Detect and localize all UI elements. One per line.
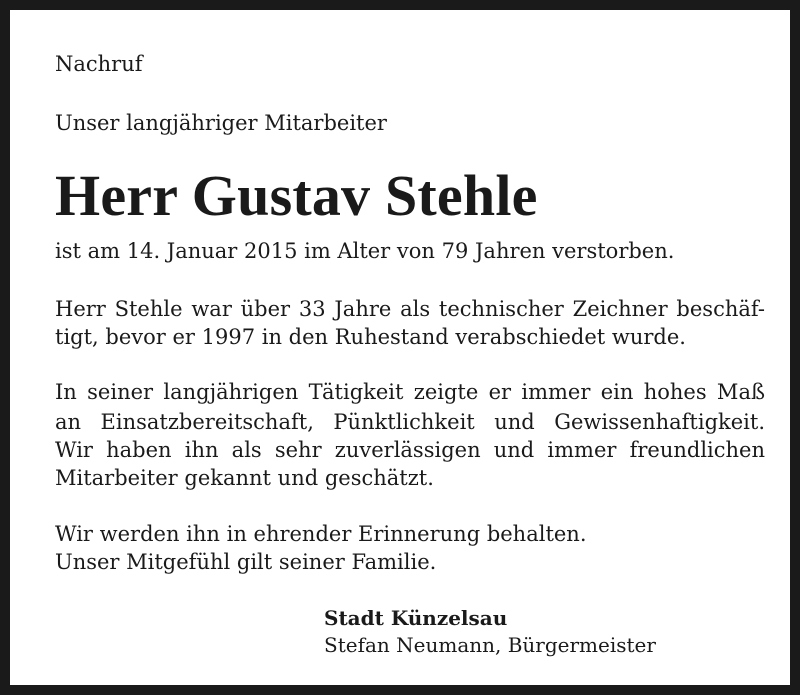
notice-intro: Unser langjähriger Mitarbeiter xyxy=(55,111,387,135)
paragraph-2-line: Wir haben ihn als sehr zuverlässigen und immer freundlichen xyxy=(55,438,765,462)
paragraph-3-line: Unser Mitgefühl gilt seiner Familie. xyxy=(55,550,437,574)
paragraph-1-line: Herr Stehle war über 33 Jahre als technischer Zeichner beschäf- xyxy=(55,297,765,321)
paragraph-3-line: Wir werden ihn in ehrender Erinnerung behalten. xyxy=(55,522,587,546)
signature-person: Stefan Neumann, Bürgermeister xyxy=(324,633,656,657)
paragraph-1-line: tigt, bevor er 1997 in den Ruhestand verabschiedet wurde. xyxy=(55,325,686,349)
death-line: ist am 14. Januar 2015 im Alter von 79 Jahren verstorben. xyxy=(55,239,675,263)
signature-organization: Stadt Künzelsau xyxy=(324,606,508,630)
paragraph-2-line: Mitarbeiter gekannt und geschätzt. xyxy=(55,466,434,490)
paragraph-2-line: In seiner langjährigen Tätigkeit zeigte er immer ein hohes Maß xyxy=(55,380,765,404)
paragraph-2-line: an Einsatzbereitschaft, Pünktlichkeit und Gewissenhaftigkeit. xyxy=(55,410,765,434)
deceased-name: Herr Gustav Stehle xyxy=(55,163,538,228)
notice-heading: Nachruf xyxy=(55,52,143,76)
